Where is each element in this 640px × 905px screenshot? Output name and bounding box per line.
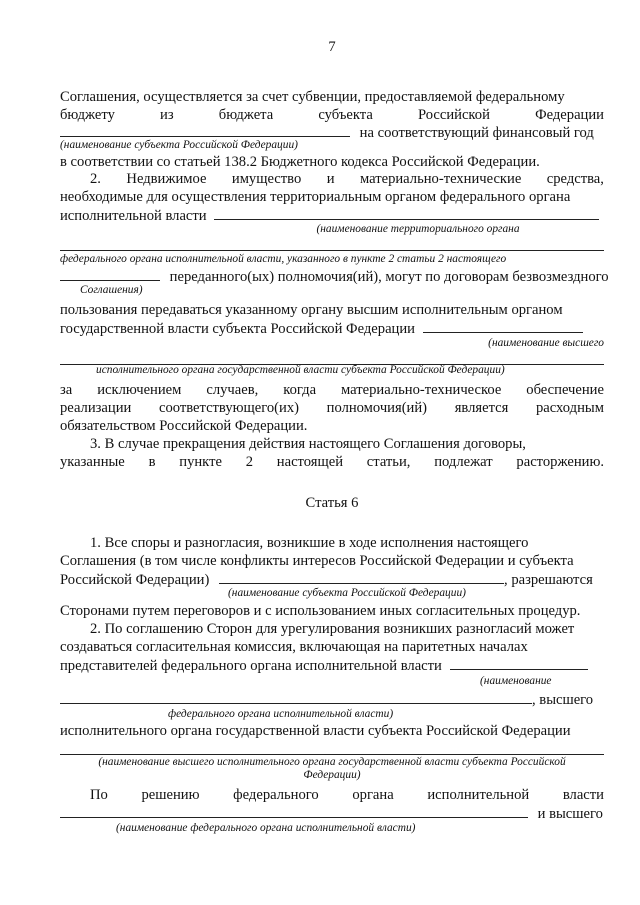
blank-field: [214, 206, 599, 220]
word: материально-технические: [359, 171, 522, 187]
word: бюджету: [60, 107, 115, 123]
blank-line: [60, 740, 604, 755]
word: случаев,: [206, 382, 259, 398]
word: полномочия(ий): [326, 400, 428, 416]
blank-field: [450, 656, 588, 670]
word: указанные: [60, 454, 125, 470]
text-line-15: обязательством Российской Федерации.: [60, 418, 308, 434]
text-line-23: создаваться согласительная комиссия, включающая на паритетных началах: [60, 639, 528, 655]
word: субъекта: [318, 107, 373, 123]
caption-federal-body: федерального органа исполнительной власти, указанного в пункте 2 статьи 2 настоящего: [60, 253, 507, 265]
page-number: 7: [328, 39, 336, 55]
text-line-19: Соглашения (в том числе конфликты интересов Российской Федерации и субъекта: [60, 553, 574, 569]
article-title: Статья 6: [305, 495, 359, 511]
word: бюджета: [218, 107, 274, 123]
text-line-21: Сторонами путем переговоров и с использованием иных согласительных процедур.: [60, 603, 581, 619]
text-line-5: [60, 170, 604, 188]
word: решению: [141, 787, 200, 803]
line-tail: переданного(ых) полномочия(ий), могут по договорам безвозмездного: [169, 269, 609, 285]
blank-line: [60, 350, 604, 365]
word: за: [60, 382, 73, 398]
word: обеспечение: [526, 382, 604, 398]
text-line-1: Соглашения, осуществляется за счет субвенции, предоставляемой федеральному: [60, 89, 565, 105]
text-line-28: [60, 804, 604, 823]
word: власти: [562, 787, 604, 803]
text-line-11: [60, 319, 604, 338]
word: Недвижимое: [126, 171, 207, 187]
caption-federal-body-2: (наименование федерального органа исполнительной власти): [116, 822, 416, 834]
text-line-27: [60, 786, 604, 804]
word: Российской: [417, 107, 490, 123]
text-line-2: [60, 106, 604, 124]
text-line-26: исполнительного органа государственной власти субъекта Российской Федерации: [60, 723, 571, 739]
caption-name: (наименование: [480, 675, 552, 687]
line-tail: и высшего: [537, 806, 603, 822]
line-tail: на соответствующий финансовый год: [359, 125, 594, 141]
word: По: [90, 787, 108, 803]
line-head: представителей федерального органа исполнительной власти: [60, 658, 442, 674]
word: имущество: [231, 171, 302, 187]
blank-line: [60, 236, 604, 251]
caption-federal-executive: федерального органа исполнительной власти): [168, 708, 394, 720]
text-line-4: в соответствии со статьей 138.2 Бюджетного кодекса Российской Федерации.: [60, 154, 540, 170]
line-tail: , высшего: [532, 692, 594, 708]
text-line-6: необходимые для осуществления территориальным органом федерального органа: [60, 189, 571, 205]
text-line-18: 1. Все споры и разногласия, возникшие в ходе исполнения настоящего: [90, 535, 529, 551]
word: настоящей: [276, 454, 344, 470]
caption-higher-executive-cont: Федерации): [303, 769, 361, 781]
word: исполнительной: [427, 787, 530, 803]
word: средства,: [546, 171, 604, 187]
caption-agreement: Соглашения): [80, 284, 143, 296]
word: является: [454, 400, 509, 416]
word: расторжению.: [516, 454, 604, 470]
text-line-16: 3. В случае прекращения действия настоящего Соглашения договоры,: [90, 436, 526, 452]
word: и: [326, 171, 335, 187]
caption-subject-name-2: (наименование субъекта Российской Федерации): [228, 587, 466, 599]
word: реализации: [60, 400, 132, 416]
text-line-14: [60, 399, 604, 417]
word: подлежат: [434, 454, 493, 470]
text-line-22: 2. По соглашению Сторон для урегулирования возникших разногласий может: [90, 621, 575, 637]
text-line-25: [60, 690, 604, 709]
word: федерального: [233, 787, 319, 803]
blank-field: [219, 570, 504, 584]
blank-field: [60, 267, 160, 281]
text-line-13: [60, 381, 604, 399]
word: органа: [352, 787, 394, 803]
line-head: государственной власти субъекта Российской Федерации: [60, 321, 415, 337]
word: статьи,: [366, 454, 411, 470]
word: соответствующего(их): [158, 400, 299, 416]
text-line-17: [60, 453, 604, 471]
word: 2.: [90, 171, 101, 187]
blank-field: [60, 690, 532, 704]
caption-subject-name: (наименование субъекта Российской Федерации): [60, 139, 298, 151]
word: материально-техническое: [341, 382, 502, 398]
word: когда: [283, 382, 317, 398]
caption-higher-body: (наименование высшего: [488, 337, 604, 349]
word: исключением: [97, 382, 182, 398]
blank-field: [423, 319, 583, 333]
caption-territorial-body: (наименование территориального органа: [316, 223, 520, 235]
caption-executive-body: исполнительного органа государственной власти субъекта Российской Федерации): [96, 364, 505, 376]
word: 2: [245, 454, 254, 470]
word: в: [148, 454, 156, 470]
caption-higher-executive: (наименование высшего исполнительного органа государственной власти субъекта Российской: [98, 756, 566, 768]
line-head: Российской Федерации): [60, 572, 210, 588]
text-line-10: пользования передаваться указанному органу высшим исполнительным органом: [60, 302, 563, 318]
line-tail: , разрешаются: [504, 572, 593, 588]
blank-field: [60, 804, 528, 818]
blank-field: [60, 123, 350, 137]
text-line-24: [60, 656, 604, 675]
word: из: [160, 107, 174, 123]
line-head: исполнительной власти: [60, 208, 207, 224]
word: пункте: [179, 454, 222, 470]
word: расходным: [536, 400, 604, 416]
word: Федерации: [535, 107, 604, 123]
